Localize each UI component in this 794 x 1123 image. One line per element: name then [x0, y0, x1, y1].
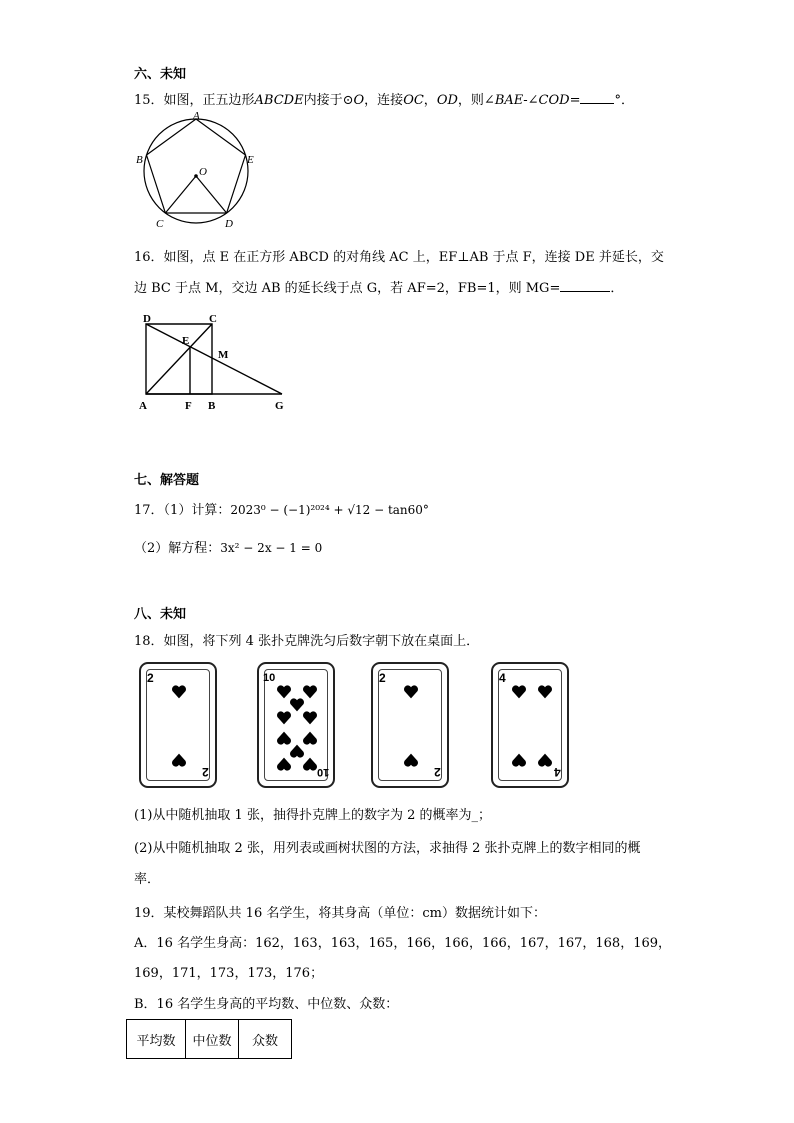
- line-dg: [146, 324, 282, 394]
- q16-answer-blank[interactable]: [560, 279, 610, 292]
- q18-sub2-line2: 率．: [134, 872, 161, 887]
- pentagon-abcde: [147, 119, 246, 213]
- q17-part2-expr: 3x² − 2x − 1 = 0: [220, 541, 323, 555]
- section-heading-8: 八、未知: [134, 607, 187, 622]
- q15-oc: OC: [403, 93, 424, 108]
- label-c: C: [209, 313, 217, 325]
- label-d: D: [143, 313, 151, 325]
- heart-icon: [511, 684, 527, 700]
- q18-intro: 18．如图，将下列 4 张扑克牌洗匀后数字朝下放在桌面上．: [134, 634, 480, 649]
- heart-icon: [511, 752, 527, 768]
- q17-part2: [134, 537, 322, 556]
- q15-answer-blank[interactable]: [580, 91, 614, 104]
- q17-part1-label: 17．（1）计算：: [134, 503, 231, 518]
- card-index-top: 2: [379, 671, 386, 685]
- table-header-mean: 平均数: [127, 1020, 186, 1059]
- segment-od: [196, 176, 227, 213]
- label-g: G: [275, 400, 284, 412]
- diagonal-ac: [146, 324, 212, 394]
- label-b: B: [208, 400, 216, 412]
- square-figure: [136, 308, 296, 416]
- q15-text-c: ，连接: [364, 93, 404, 108]
- q15-pentagon-name: ABCDE: [254, 93, 304, 108]
- q18-sub2-line1: (2)从中随机抽取 2 张，用列表或画树状图的方法，求抽得 2 张扑克牌上的数字相同的概: [134, 841, 641, 856]
- q18-sub1: (1)从中随机抽取 1 张，抽得扑克牌上的数字为 2 的概率为_；: [134, 808, 491, 823]
- circle-o: [144, 119, 248, 223]
- q15-cod: COD: [538, 93, 570, 108]
- playing-card-3: [371, 662, 449, 788]
- label-d: D: [225, 218, 233, 230]
- card-index-top: 10: [263, 672, 276, 684]
- label-a: A: [193, 110, 200, 122]
- q15-text-e: =: [569, 93, 581, 108]
- q15-od: OD: [436, 93, 458, 108]
- q15-comma: ，: [423, 93, 437, 108]
- q15-minus: -∠: [523, 93, 539, 108]
- card-index-bottom: 2: [202, 765, 209, 779]
- label-f: F: [185, 400, 192, 412]
- heart-icon: [302, 756, 318, 772]
- table-header-median: 中位数: [186, 1020, 239, 1059]
- q17-part2-label: （2）解方程：: [134, 541, 221, 556]
- q19-b-line: B．16 名学生身高的平均数、中位数、众数：: [134, 997, 399, 1012]
- table-row: [127, 1020, 292, 1059]
- card-index-bottom: 4: [554, 765, 561, 779]
- q16-line2-a: 边 BC 于点 M，交边 AB 的延长线于点 G，若 AF=2，FB=1，则 MG=: [134, 281, 561, 296]
- heart-icon: [403, 684, 419, 700]
- section-heading-6: 六、未知: [134, 67, 187, 82]
- heart-icon: [276, 756, 292, 772]
- label-e: E: [182, 335, 190, 347]
- section-heading-7: 七、解答题: [134, 473, 200, 488]
- q15-circle-o: O: [353, 93, 365, 108]
- q19-a-line1: A．16 名学生身高：162，163，163，165，166，166，166，167，167，168，169，: [134, 936, 672, 951]
- card-index-top: 4: [499, 671, 506, 685]
- heart-icon: [537, 752, 553, 768]
- table-header-mode: 众数: [239, 1020, 292, 1059]
- heart-icon: [171, 684, 187, 700]
- q19-intro: 19．某校舞蹈队共 16 名学生，将其身高（单位：cm）数据统计如下：: [134, 906, 546, 921]
- heart-icon: [276, 710, 292, 726]
- q16-line1: 16．如图，点 E 在正方形 ABCD 的对角线 AC 上，EF⊥AB 于点 F，连接 DE 并延长，交: [134, 250, 664, 265]
- q17-part1-expr: 2023⁰ − (−1)²⁰²⁴ + √12 − tan60°: [230, 503, 429, 517]
- label-a: A: [139, 400, 147, 412]
- q16-line2-b: ．: [610, 281, 624, 296]
- point-o: [194, 174, 198, 178]
- label-c: C: [156, 218, 164, 230]
- q19-a-line2: 169，171，173，173，176；: [134, 966, 324, 981]
- heart-icon: [171, 752, 187, 768]
- question-15-text: [134, 89, 634, 108]
- playing-card-1: [139, 662, 217, 788]
- q15-text-b: 内接于⊙: [303, 93, 354, 108]
- heart-icon: [302, 710, 318, 726]
- card-index-bottom: 10: [316, 766, 329, 778]
- label-e: E: [247, 154, 254, 166]
- q15-bae: BAE: [494, 93, 524, 108]
- q16-line2: [134, 277, 623, 296]
- pentagon-figure: [130, 108, 270, 234]
- stats-table: [126, 1019, 292, 1059]
- card-frame: [264, 669, 328, 781]
- playing-card-2: [257, 662, 335, 788]
- label-m: M: [218, 349, 229, 361]
- q15-text-a: 15．如图，正五边形: [134, 93, 255, 108]
- q17-part1: [134, 499, 429, 518]
- segment-oc: [165, 176, 196, 213]
- q15-text-f: °．: [614, 93, 634, 108]
- heart-icon: [403, 752, 419, 768]
- heart-icon: [537, 684, 553, 700]
- label-b: B: [136, 154, 143, 166]
- q15-text-d: ，则∠: [457, 93, 495, 108]
- playing-card-4: [491, 662, 569, 788]
- card-index-top: 2: [147, 671, 154, 685]
- label-o: O: [199, 166, 207, 178]
- card-index-bottom: 2: [434, 765, 441, 779]
